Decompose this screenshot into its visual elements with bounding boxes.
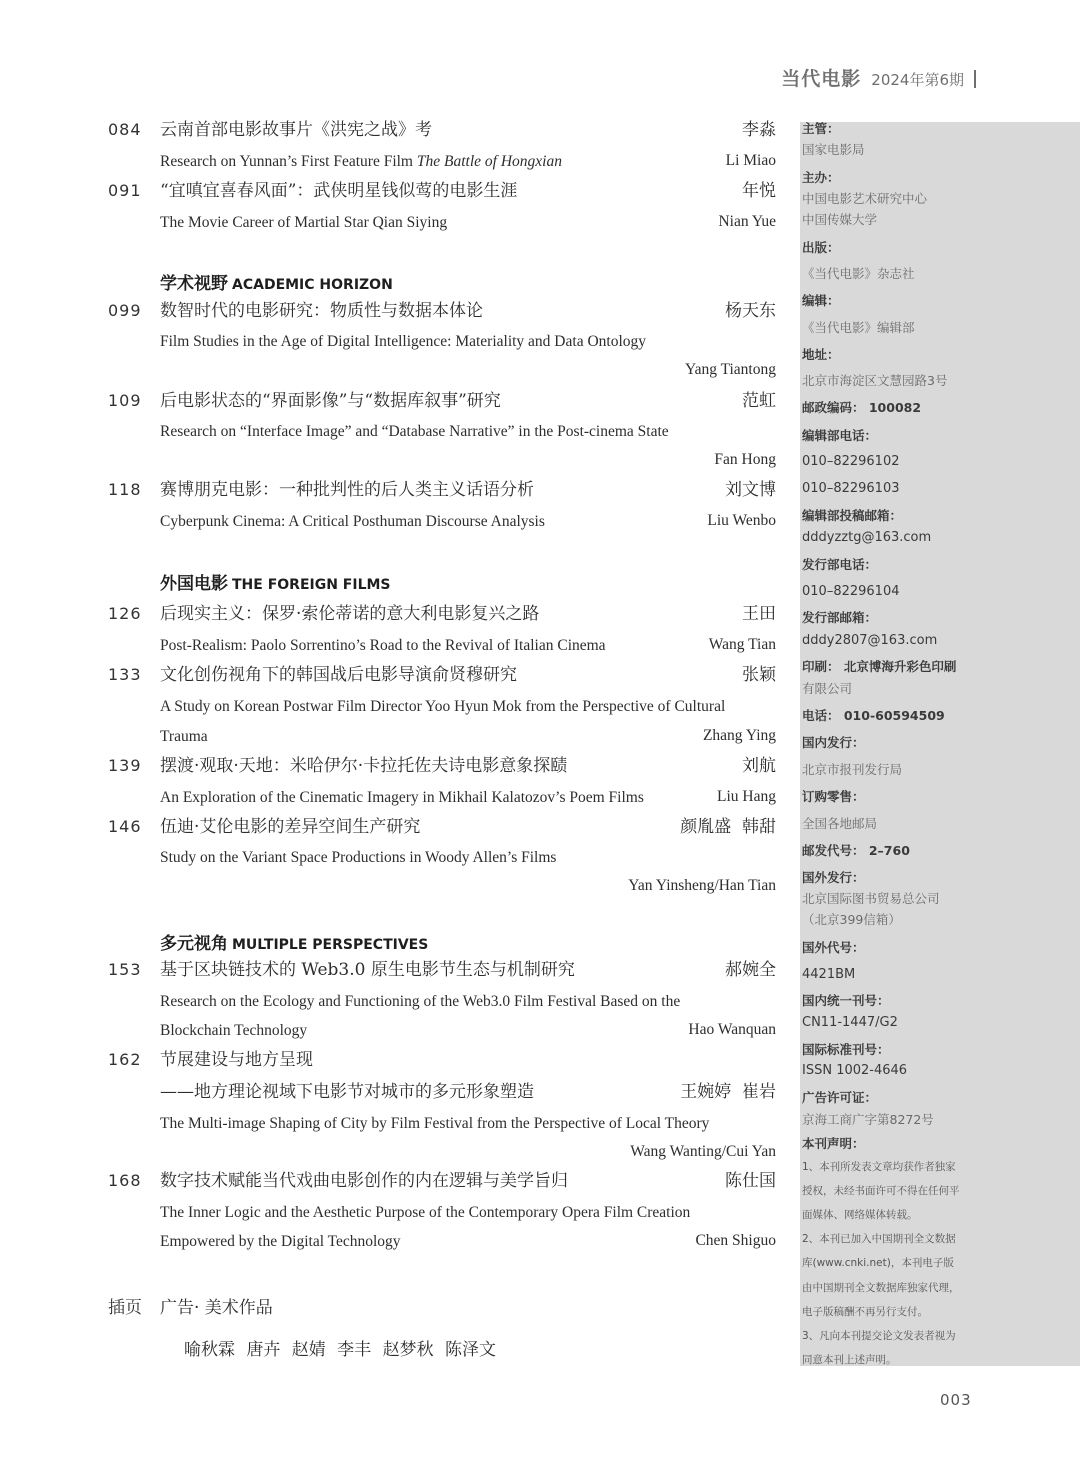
entry-en-author: Wang Tian	[708, 636, 776, 653]
entry-en-author: Li Miao	[725, 152, 776, 169]
entry-en-title-cont[interactable]: Blockchain Technology	[160, 1022, 308, 1039]
edit-phone-2: 010–82296103	[802, 481, 900, 496]
entry-en-title[interactable]: The Movie Career of Martial Star Qian Siying	[160, 214, 448, 231]
section-cn: 外国电影	[160, 574, 228, 594]
entry-cn-author: 王婉婷 崔岩	[680, 1082, 776, 1102]
entry-cn-title[interactable]: 数字技术赋能当代戏曲电影创作的内在逻辑与美学旨归	[160, 1171, 568, 1191]
masthead-sidebar	[800, 122, 1080, 1366]
entry-en-line	[160, 844, 776, 870]
entry-en-line	[160, 508, 776, 534]
entry-en-title[interactable]: Research on the Ecology and Functioning of the Web3.0 Film Festival Based on the	[160, 993, 681, 1010]
entry-en-author: Nian Yue	[718, 213, 776, 230]
entry-number: 118	[108, 480, 142, 499]
printer-cont: 有限公司	[802, 681, 853, 696]
entry-cn-title[interactable]: 文化创伤视角下的韩国战后电影导演俞贤穆研究	[160, 665, 517, 685]
entry-cn-author: 张颖	[742, 665, 776, 685]
section-heading-foreign-films	[160, 571, 391, 597]
entry-cn-author: 颜胤盛 韩甜	[680, 817, 776, 837]
entry-en-title[interactable]: Research on Yunnan’s First Feature Film	[160, 153, 417, 170]
editor-value: 《当代电影》编辑部	[802, 320, 915, 335]
entry-cn-title[interactable]: 摆渡·观取·天地：米哈伊尔·卡拉托佐夫诗电影意象探赜	[160, 756, 568, 776]
cn-number-label: 国内统一刊号：	[802, 993, 890, 1008]
entry-cn-title[interactable]: 后现实主义：保罗·索伦蒂诺的意大利电影复兴之路	[160, 604, 540, 624]
entry-cn-line	[160, 1079, 776, 1105]
section-cn: 多元视角	[160, 934, 228, 954]
phone: 电话： 010-60594509	[802, 708, 945, 723]
page-header	[781, 64, 976, 94]
entry-en-title-cont[interactable]: Trauma	[160, 728, 208, 745]
entry-cn-author: 郝婉全	[725, 960, 776, 980]
organizer-value-1: 中国电影艺术研究中心	[802, 191, 928, 206]
entry-cn-line	[160, 298, 776, 324]
address-value: 北京市海淀区文慧园路3号	[802, 373, 948, 388]
notice-line: 由中国期刊全文数据库独家代理，	[802, 1282, 960, 1294]
retail-value: 全国各地邮局	[802, 816, 878, 831]
entry-cn-author: 李淼	[742, 120, 776, 140]
section-heading-academic-horizon	[160, 271, 393, 297]
insert-content[interactable]: 广告· 美术作品	[160, 1298, 273, 1318]
entry-cn-line	[160, 957, 776, 983]
entry-en-title[interactable]: Study on the Variant Space Productions in Woody Allen’s Films	[160, 849, 557, 866]
dist-email-value[interactable]: dddy2807@163.com	[802, 633, 938, 648]
notice-label: 本刊声明：	[802, 1136, 865, 1151]
cn-number-value: CN11-1447/G2	[802, 1015, 898, 1030]
entry-en-author-line	[160, 447, 776, 473]
entry-en-line	[160, 1228, 776, 1254]
dist-phone-value: 010–82296104	[802, 584, 900, 599]
notice-line: 电子版稿酬不再另行支付。	[802, 1306, 928, 1318]
section-en: ACADEMIC HORIZON	[232, 277, 393, 293]
foreign-dist-value-1: 北京国际图书贸易总公司	[802, 891, 940, 906]
address-label: 地址：	[802, 347, 840, 362]
notice-line: 授权，未经书面许可不得在任何平	[802, 1185, 960, 1197]
entry-cn-line	[160, 662, 776, 688]
retail-label: 订购零售：	[802, 789, 865, 804]
notice-line: 3、凡向本刊提交论文发表者视为	[802, 1330, 956, 1342]
entry-cn-line	[160, 1168, 776, 1194]
insert-label: 插页	[108, 1298, 142, 1318]
publisher-value: 《当代电影》杂志社	[802, 266, 915, 281]
domestic-dist-label: 国内发行：	[802, 735, 865, 750]
entry-cn-author: 杨天东	[725, 301, 776, 321]
postcode: 邮政编码： 100082	[802, 400, 922, 415]
entry-cn-title[interactable]: 基于区块链技术的 Web3.0 原生电影节生态与机制研究	[160, 960, 575, 980]
notice-line: 1、本刊所发表文章均获作者独家	[802, 1161, 956, 1173]
submit-email-value[interactable]: dddyzztg@163.com	[802, 530, 932, 545]
entry-cn-title[interactable]: 伍迪·艾伦电影的差异空间生产研究	[160, 817, 421, 837]
foreign-dist-label: 国外发行：	[802, 870, 865, 885]
entry-en-line	[160, 328, 776, 354]
printer: 印刷： 北京博海升彩色印刷	[802, 659, 957, 674]
entry-number: 109	[108, 391, 142, 410]
entry-number: 133	[108, 665, 142, 684]
insert-line	[160, 1295, 776, 1321]
entry-en-line	[160, 209, 776, 235]
entry-number: 126	[108, 604, 142, 623]
foreign-code-label: 国外代号：	[802, 940, 865, 955]
entry-en-author: Yan Yinsheng/Han Tian	[628, 877, 776, 894]
issn-label: 国际标准刊号：	[802, 1042, 890, 1057]
entry-en-author: Chen Shiguo	[695, 1232, 776, 1249]
entry-cn-title[interactable]: 节展建设与地方呈现	[160, 1050, 313, 1070]
section-en: THE FOREIGN FILMS	[232, 577, 391, 593]
entry-en-line	[160, 148, 776, 174]
foreign-code-value: 4421BM	[802, 967, 856, 982]
entry-cn-line	[160, 1047, 776, 1073]
section-en: MULTIPLE PERSPECTIVES	[232, 937, 429, 953]
sponsor-value: 国家电影局	[802, 142, 865, 157]
entry-en-author: Zhang Ying	[702, 727, 776, 744]
entry-en-author: Liu Hang	[717, 788, 776, 805]
entry-en-title[interactable]: An Exploration of the Cinematic Imagery in Mikhail Kalatozov’s Poem Films	[160, 789, 644, 806]
section-cn: 学术视野	[160, 274, 228, 294]
entry-cn-author: 陈仕国	[725, 1171, 776, 1191]
entry-en-title[interactable]: Research on “Interface Image” and “Database Narrative” in the Post-cinema State	[160, 423, 669, 440]
entry-cn-line	[160, 388, 776, 414]
entry-number: 168	[108, 1171, 142, 1190]
entry-en-title-cont[interactable]: Empowered by the Digital Technology	[160, 1233, 401, 1250]
header-divider	[974, 70, 976, 88]
entry-en-author-line	[160, 873, 776, 899]
entry-cn-line	[160, 601, 776, 627]
ad-license-value: 京海工商广字第8272号	[802, 1112, 934, 1127]
issue-label: 2024年第6期	[871, 71, 964, 89]
entry-en-author: Wang Wanting/Cui Yan	[630, 1143, 776, 1160]
entry-en-title[interactable]: Film Studies in the Age of Digital Intelligence: Materiality and Data Ontology	[160, 333, 647, 350]
entry-en-author: Liu Wenbo	[707, 512, 776, 529]
edit-phone-1: 010–82296102	[802, 454, 900, 469]
entry-en-author: Hao Wanquan	[688, 1021, 776, 1038]
section-heading-multiple-perspectives	[160, 931, 428, 957]
entry-cn-line	[160, 477, 776, 503]
dist-email-label: 发行部邮箱：	[802, 610, 878, 625]
entry-number: 099	[108, 301, 142, 320]
submit-email-label: 编辑部投稿邮箱：	[802, 508, 903, 523]
notice-line: 库(www.cnki.net)，本刊电子版	[802, 1257, 954, 1269]
entry-en-line	[160, 1110, 776, 1136]
entry-en-title[interactable]: Cyberpunk Cinema: A Critical Posthuman Discourse Analysis	[160, 513, 545, 530]
entry-en-title[interactable]: Post-Realism: Paolo Sorrentino’s Road to the Revival of Italian Cinema	[160, 637, 606, 654]
foreign-dist-value-2: （北京399信箱）	[802, 912, 901, 927]
insert-artists: 喻秋霖 唐卉 赵婧 李丰 赵梦秋 陈泽文	[183, 1340, 496, 1360]
entry-cn-title[interactable]: 数智时代的电影研究：物质性与数据本体论	[160, 301, 483, 321]
issn-value: ISSN 1002-4646	[802, 1063, 908, 1078]
entry-en-title[interactable]: The Multi-image Shaping of City by Film Festival from the Perspective of Local Theory	[160, 1115, 710, 1132]
entry-number: 091	[108, 181, 142, 200]
entry-en-line	[160, 418, 776, 444]
postal-code: 邮发代号： 2–760	[802, 843, 910, 858]
entry-cn-line	[160, 178, 776, 204]
entry-en-line	[160, 1199, 776, 1225]
entry-number: 139	[108, 756, 142, 775]
notice-line: 2、本刊已加入中国期刊全文数据	[802, 1233, 956, 1245]
entry-cn-author: 年悦	[742, 181, 776, 201]
entry-en-title[interactable]: A Study on Korean Postwar Film Director Yoo Hyun Mok from the Perspective of Cultural	[160, 698, 726, 715]
entry-en-author-line	[160, 357, 776, 383]
ad-license-label: 广告许可证：	[802, 1090, 878, 1105]
entry-cn-subtitle[interactable]: ——地方理论视域下电影节对城市的多元形象塑造	[160, 1082, 534, 1102]
sponsor-label: 主管：	[802, 121, 840, 136]
entry-en-author-line	[160, 1139, 776, 1165]
entry-cn-title[interactable]: 赛博朋克电影：一种批判性的后人类主义话语分析	[160, 480, 534, 500]
entry-cn-line	[160, 753, 776, 779]
magazine-title: 当代电影	[781, 68, 862, 90]
entry-cn-title[interactable]: “宜嗔宜喜春风面”：武侠明星钱似莺的电影生涯	[160, 181, 518, 201]
entry-en-line	[160, 988, 776, 1014]
edit-phone-label: 编辑部电话：	[802, 428, 878, 443]
organizer-label: 主办：	[802, 170, 840, 185]
entry-en-line	[160, 1017, 776, 1043]
organizer-value-2: 中国传媒大学	[802, 212, 878, 227]
entry-cn-title[interactable]: 后电影状态的“界面影像”与“数据库叙事”研究	[160, 391, 501, 411]
entry-en-line	[160, 693, 776, 719]
entry-cn-line	[160, 117, 776, 143]
entry-number: 153	[108, 960, 142, 979]
editor-label: 编辑：	[802, 293, 840, 308]
page-number: 003	[940, 1391, 972, 1409]
entry-number: 146	[108, 817, 142, 836]
entry-en-title-italic[interactable]: The Battle of Hongxian	[416, 153, 562, 170]
entry-cn-author: 刘航	[742, 756, 776, 776]
entry-en-line	[160, 784, 776, 810]
entry-en-line	[160, 632, 776, 658]
entry-cn-line	[160, 814, 776, 840]
entry-cn-title[interactable]: 云南首部电影故事片《洪宪之战》考	[160, 120, 432, 140]
entry-en-author: Yang Tiantong	[684, 361, 776, 378]
entry-en-line	[160, 723, 776, 749]
entry-cn-author: 刘文博	[725, 480, 776, 500]
publisher-label: 出版：	[802, 240, 840, 255]
domestic-dist-value: 北京市报刊发行局	[802, 762, 903, 777]
entry-cn-author: 范虹	[742, 391, 776, 411]
notice-line: 面媒体、网络媒体转载。	[802, 1209, 918, 1221]
entry-en-title[interactable]: The Inner Logic and the Aesthetic Purpose of the Contemporary Opera Film Creation	[160, 1204, 691, 1221]
entry-cn-author: 王田	[742, 604, 776, 624]
entry-en-author: Fan Hong	[714, 451, 776, 468]
dist-phone-label: 发行部电话：	[802, 557, 878, 572]
entry-number: 084	[108, 120, 142, 139]
entry-number: 162	[108, 1050, 142, 1069]
notice-line: 同意本刊上述声明。	[802, 1354, 897, 1366]
